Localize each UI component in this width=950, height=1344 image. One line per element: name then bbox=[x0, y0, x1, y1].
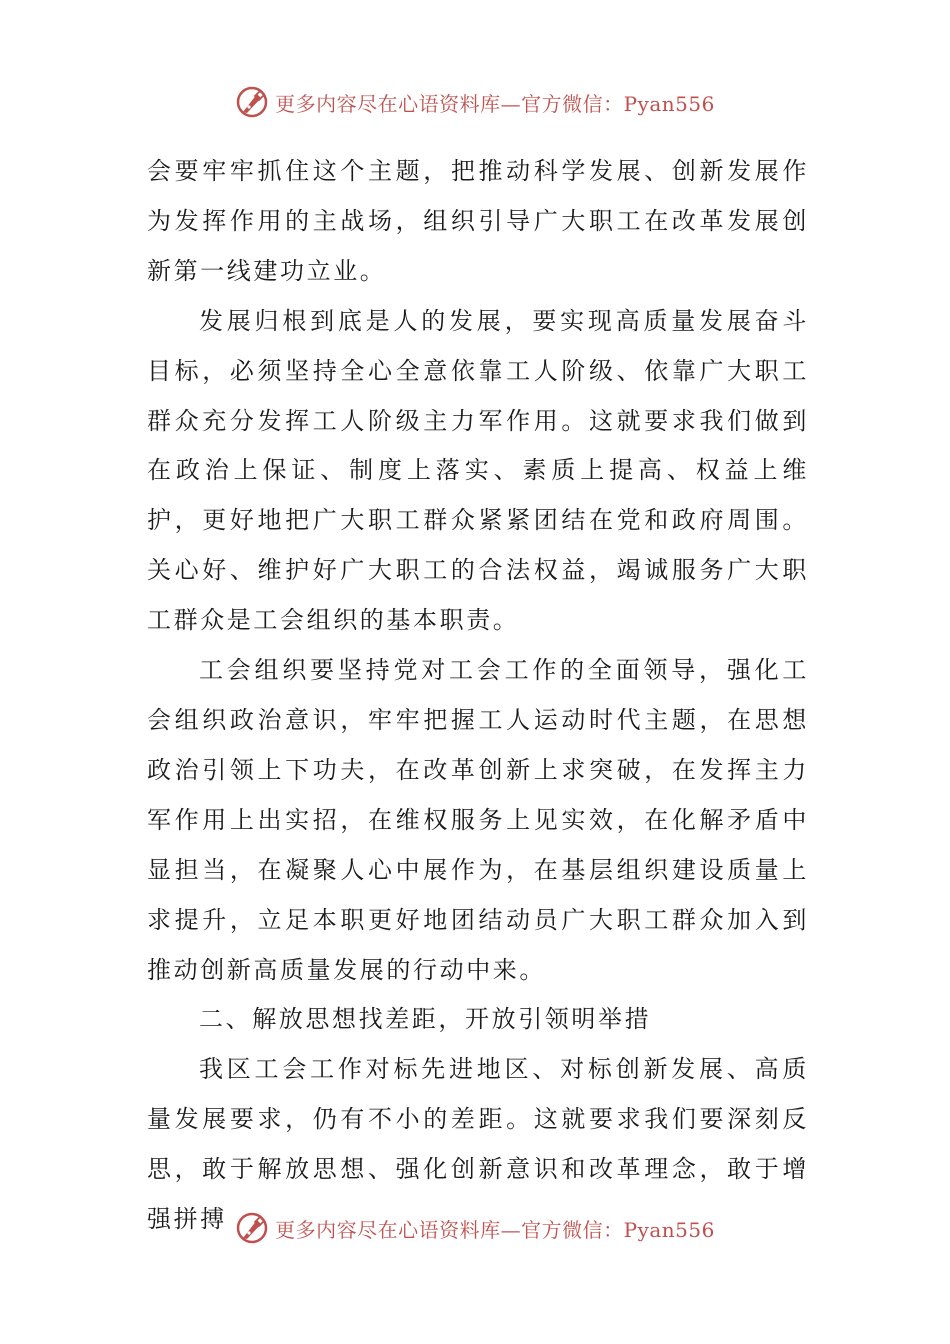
watermark-banner-top bbox=[0, 82, 950, 122]
document-body bbox=[147, 147, 809, 1245]
paragraph-1: 会要牢牢抓住这个主题，把推动科学发展、创新发展作为发挥作用的主战场，组织引导广大职工在改革发展创新第一线建功立业。 bbox=[147, 157, 809, 285]
watermark-banner-bottom bbox=[0, 1208, 950, 1248]
paragraph-4: 我区工会工作对标先进地区、对标创新发展、高质量发展要求，仍有不小的差距。这就要求我们要深刻反思，敢于解放思想、强化创新意识和改革理念，敢于增强拼搏 bbox=[147, 1055, 809, 1234]
watermark-text: 更多内容尽在心语资料库—官方微信：Pyan556 bbox=[275, 91, 715, 116]
section-heading: 二、解放思想找差距，开放引领明举措 bbox=[199, 1005, 652, 1034]
paragraph-2: 发展归根到底是人的发展，要实现高质量发展奋斗目标，必须坚持全心全意依靠工人阶级、依靠广大职工群众充分发挥工人阶级主力军作用。这就要求我们做到在政治上保证、制度上落实、素质上提高、权益上维护，更好地把广大职工群众紧紧团结在党和政府周围。关心好、维护好广大职工的合法权益，竭诚服务广大职工群众是工会组织的基本职责。 bbox=[147, 306, 809, 635]
pen-nib-logo-icon bbox=[235, 85, 269, 119]
watermark-text: 更多内容尽在心语资料库—官方微信：Pyan556 bbox=[275, 1217, 715, 1242]
pen-nib-logo-icon bbox=[235, 1211, 269, 1245]
paragraph-3: 工会组织要坚持党对工会工作的全面领导，强化工会组织政治意识，牢牢把握工人运动时代主题，在思想政治引领上下功夫，在改革创新上求突破，在发挥主力军作用上出实招，在维权服务上见实效，在化解矛盾中显担当，在凝聚人心中展作为，在基层组织建设质量上求提升，立足本职更好地团结动员广大职工群众加入到推动创新高质量发展的行动中来。 bbox=[147, 656, 809, 984]
